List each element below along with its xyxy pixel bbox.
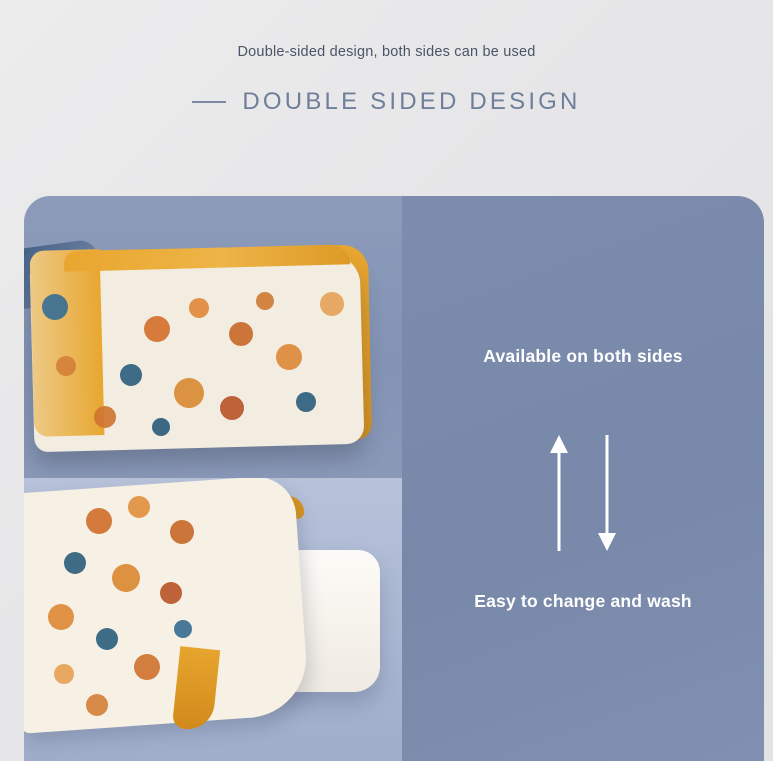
pillow-front-embroidered-photo xyxy=(24,196,402,478)
floral-motif xyxy=(120,364,142,386)
floral-motif xyxy=(56,356,76,376)
floral-motif xyxy=(48,604,74,630)
floral-motif xyxy=(170,520,194,544)
feature-panel xyxy=(24,196,764,761)
floral-motif xyxy=(189,298,209,318)
floral-motif xyxy=(64,552,86,574)
floral-motif xyxy=(229,322,253,346)
horizontal-dash-icon xyxy=(192,101,226,103)
title-row xyxy=(0,88,773,116)
floral-motif xyxy=(256,292,274,310)
floral-motif xyxy=(144,316,170,342)
floral-motif xyxy=(174,378,204,408)
floral-motif xyxy=(134,654,160,680)
floral-motif xyxy=(86,508,112,534)
pillow-reverse-white-photo xyxy=(24,478,402,761)
floral-motif xyxy=(42,294,68,320)
floral-motif xyxy=(160,582,182,604)
page-subtitle: Double-sided design, both sides can be used xyxy=(237,44,536,60)
change-wash-arrows xyxy=(402,428,764,558)
arrow-up-icon xyxy=(548,433,570,553)
floral-motif xyxy=(276,344,302,370)
floral-motif xyxy=(174,620,192,638)
info-line-one: Available on both sides xyxy=(483,346,683,366)
header xyxy=(0,0,773,116)
floral-motif xyxy=(94,406,116,428)
floral-motif xyxy=(96,628,118,650)
floral-motif xyxy=(296,392,316,412)
info-line-two: Easy to change and wash xyxy=(474,591,692,611)
floral-motif xyxy=(320,292,344,316)
page-title: DOUBLE SIDED DESIGN xyxy=(242,88,581,116)
floral-motif xyxy=(128,496,150,518)
floral-motif xyxy=(152,418,170,436)
floral-motif xyxy=(54,664,74,684)
pillow-gold-edge xyxy=(30,249,105,437)
floral-motif xyxy=(220,396,244,420)
arrow-down-icon xyxy=(596,433,618,553)
info-column xyxy=(402,196,764,761)
floral-motif xyxy=(112,564,140,592)
photo-column xyxy=(24,196,402,761)
floral-motif xyxy=(86,694,108,716)
